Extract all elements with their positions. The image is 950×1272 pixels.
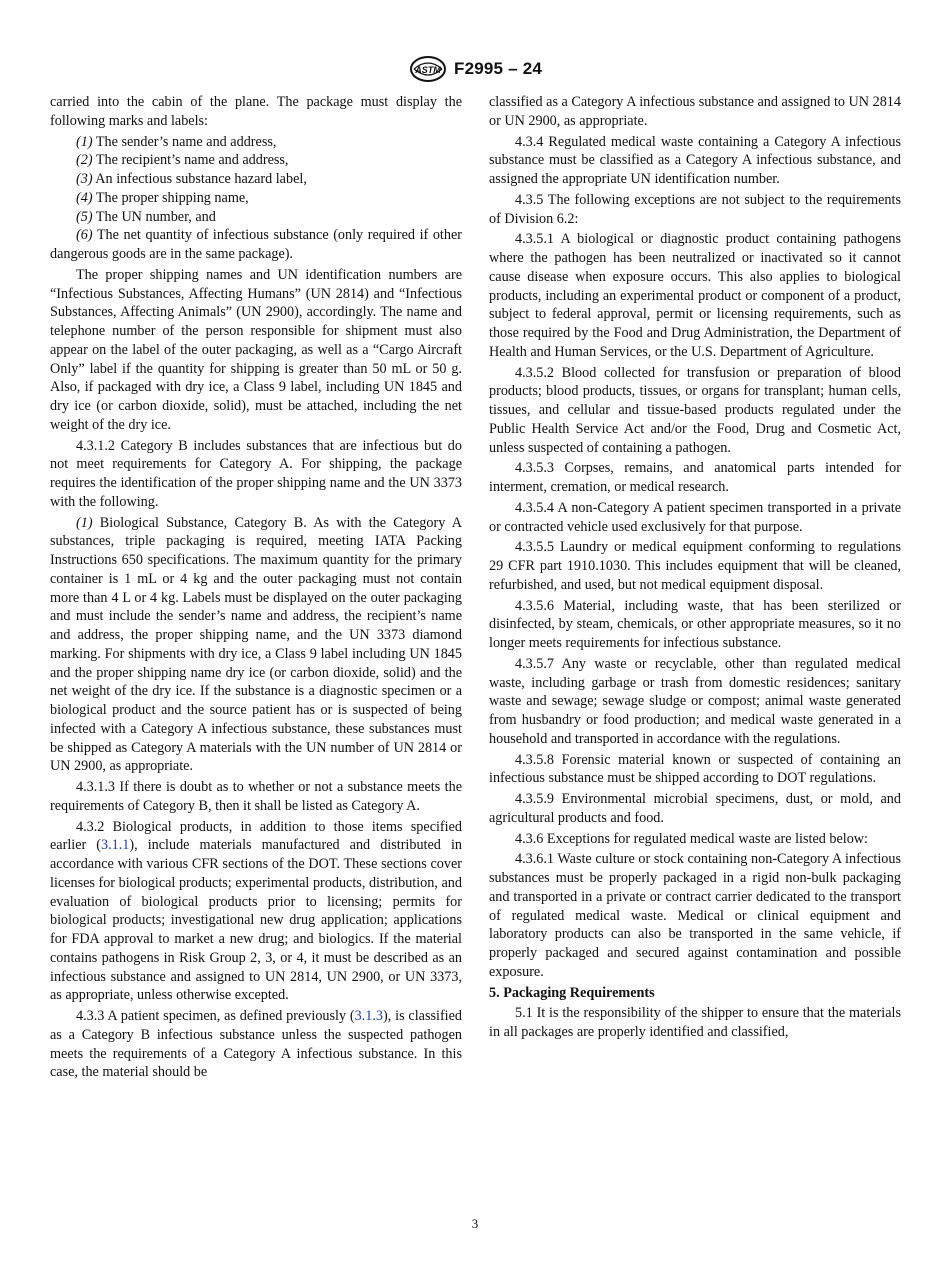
item-text: The sender’s name and address,	[92, 133, 277, 150]
item-number: (1)	[76, 514, 93, 531]
item-number: (6)	[76, 227, 93, 244]
paragraph-4-3-5-7: 4.3.5.7 Any waste or recyclable, other than regulated medical waste, including garbage or trash from domestic residences; sanitary waste and sewage; sewage sludge or compost; animal waste generated from husbandry or food production; and medical waste generated in a household and transported in accordance with the regulations.	[489, 655, 901, 747]
list-item	[50, 189, 462, 208]
paragraph: carried into the cabin of the plane. The package must display the following marks and labels:	[50, 94, 462, 129]
paragraph-4-3-5-5: 4.3.5.5 Laundry or medical equipment conforming to regulations 29 CFR part 1910.1030. This includes equipment that will be cleaned, refurbished, and used, but not medical equipment disposal.	[489, 539, 901, 593]
paragraph-text: 4.3.3 A patient specimen, as defined previously (	[76, 1008, 355, 1024]
list-item	[50, 226, 462, 264]
svg-text:ASTM: ASTM	[415, 65, 441, 75]
reference-link-3-1-3[interactable]: 3.1.3	[354, 1008, 384, 1024]
paragraph-4-3-5-6: 4.3.5.6 Material, including waste, that has been sterilized or disinfected, by steam, chemicals, or other appropriate measures, so it no longer meets requirements for infectious substance.	[489, 597, 901, 651]
page-number: 3	[471, 1216, 479, 1231]
paragraph: classified as a Category A infectious substance and assigned to UN 2814 or UN 2900, as appropriate.	[489, 94, 901, 129]
paragraph-4-3-5-3: 4.3.5.3 Corpses, remains, and anatomical parts intended for interment, cremation, or medical research.	[489, 460, 901, 495]
document-number: F2995 – 24	[453, 59, 542, 78]
item-text: The UN number, and	[92, 208, 216, 225]
list-item	[50, 133, 462, 152]
paragraph-text: 4.3.2 Biological products, in addition to those items specified earlier (	[50, 818, 462, 854]
section-heading: 5. Packaging Requirements	[489, 984, 655, 1001]
paragraph-4-3-5-2: 4.3.5.2 Blood collected for transfusion or preparation of blood products; blood products, tissues, or organs for transplant; human cells, tissues, and cellular and tissue-based products regulated under the Public Health Service Act and/or the Food, Drug and Cosmetic Act, unless suspected of containing a pathogen.	[489, 364, 901, 456]
paragraph-text: ), is classified as a Category B infectious substance unless the suspected pathogen meets the requirements of a Category A infectious substance. In this case, the material should be	[50, 1008, 463, 1081]
left-column	[50, 93, 462, 1084]
paragraph-4-3-5: 4.3.5 The following exceptions are not subject to the requirements of Division 6.2:	[489, 191, 901, 227]
list-item	[50, 170, 462, 189]
item-text: The proper shipping name,	[92, 189, 249, 206]
item-text: The recipient’s name and address,	[92, 152, 289, 169]
paragraph-4-3-2	[50, 818, 462, 1006]
paragraph-4-3-6-1: 4.3.6.1 Waste culture or stock containing non-Category A infectious substances must be properly packaged in a rigid non-bulk packaging and transported in a private or contract carrier dedicated to the transport of regulated medical waste. Medical or clinical equipment and laboratory products can also be transported in the same vehicle, if properly packaged and secured against contamination and possible exposure.	[489, 851, 901, 980]
item-number: (1)	[76, 133, 93, 150]
reference-link-3-1-1[interactable]: 3.1.1	[101, 837, 130, 854]
paragraph-4-3-4: 4.3.4 Regulated medical waste containing a Category A infectious substance must be classified as a Category A infectious substance, and assigned the appropriate UN identification number.	[489, 133, 901, 187]
paragraph-4-3-5-8: 4.3.5.8 Forensic material known or suspected of containing an infectious substance must be shipped according to DOT regulations.	[489, 751, 901, 787]
page-header	[0, 54, 950, 84]
item-number: (3)	[76, 171, 93, 187]
paragraph-text: ), include materials manufactured and distributed in accordance with various CFR sections of the DOT. These sections cover licenses for biological products; experimental products, distribution, and evaluation of biological products prior to licensing; permits for biological products; investigational new drug application; applications for FDA approval to market a new drug; and biologics. If the material contains pathogens in Risk Group 2, 3, or 4, it must be described as an infectious substance and assigned to UN 2814, UN 2900, or UN 3373, as appropriate, unless otherwise excepted.	[50, 837, 462, 1004]
paragraph-4-3-5-1: 4.3.5.1 A biological or diagnostic product containing pathogens where the pathogen has been neutralized or inactivated so it cannot cause disease when exposure occurs. This also applies to biological products, including an experimental product or component of a product, subject to federal approval, permit or licensing requirements, such as those required by the Food and Drug Administration, the Department of Health and Human Services, or the U.S. Department of Agriculture.	[489, 231, 901, 360]
paragraph-4-3-6: 4.3.6 Exceptions for regulated medical waste are listed below:	[515, 830, 868, 847]
astm-logo-icon	[408, 55, 448, 83]
paragraph-category-b	[50, 514, 462, 777]
paragraph-4-3-1-2: 4.3.1.2 Category B includes substances that are infectious but do not meet requirements for Category A. For shipping, the package requires the identification of the proper shipping name and the UN 3373 with the following.	[50, 437, 462, 510]
paragraph-4-3-3	[50, 1007, 462, 1082]
list-item	[50, 151, 462, 170]
item-text: The net quantity of infectious substance (only required if other dangerous goods are in the same package).	[50, 227, 462, 262]
paragraph: The proper shipping names and UN identification numbers are “Infectious Substances, Affecting Humans” (UN 2814) and “Infectious Substances, Affecting Animals” (UN 2900), accordingly. The name and telephone number of the person responsible for shipment must also appear on the label of the outer packaging, as well as a “Cargo Aircraft Only” label if the quantity for shipping is greater than 50 mL or 50 g. Also, if packaged with dry ice, a Class 9 label, including UN 1845 and dry ice (or carbon dioxide, solid), must be attached, including the net weight of the dry ice.	[50, 266, 462, 433]
paragraph-text: Biological Substance, Category B. As with the Category A substances, triple packaging is required, meeting IATA Packing Instructions 650 specifications. The maximum quantity for the primary container is 1 mL or 4 kg and the outer packaging must not contain more than 4 L or 4 kg. Labels must be displayed on the outer packaging and must include the sender’s name and address, the recipient’s name and address, the proper shipping name, and the UN 3373 diamond marking. For shipments with dry ice, a Class 9 label including UN 1845 and the proper shipping name dry ice (or carbon dioxide, solid) and the net weight of the dry ice. If the substance is a diagnostic specimen or a biological product and the source patient has or is suspected of being infected with a Category A infectious substance, these substances must be shipped as Category A materials with the UN number of UN 2814 or UN 2900, as appropriate.	[50, 514, 462, 775]
paragraph-5-1: 5.1 It is the responsibility of the shipper to ensure that the materials in all packages are properly identified and classified,	[489, 1005, 901, 1040]
item-number: (4)	[76, 189, 93, 206]
item-number: (2)	[76, 152, 93, 169]
paragraph-4-3-5-4: 4.3.5.4 A non-Category A patient specimen transported in a private or contracted vehicle used exclusively for that purpose.	[489, 499, 901, 535]
item-text: An infectious substance hazard label,	[92, 171, 307, 187]
paragraph-4-3-5-9: 4.3.5.9 Environmental microbial specimens, dust, or mold, and agricultural products and food.	[489, 791, 901, 826]
list-item	[50, 208, 462, 227]
paragraph-4-3-1-3: 4.3.1.3 If there is doubt as to whether or not a substance meets the requirements of Category B, then it shall be listed as Category A.	[50, 779, 462, 814]
right-column	[489, 93, 901, 1044]
item-number: (5)	[76, 208, 93, 225]
